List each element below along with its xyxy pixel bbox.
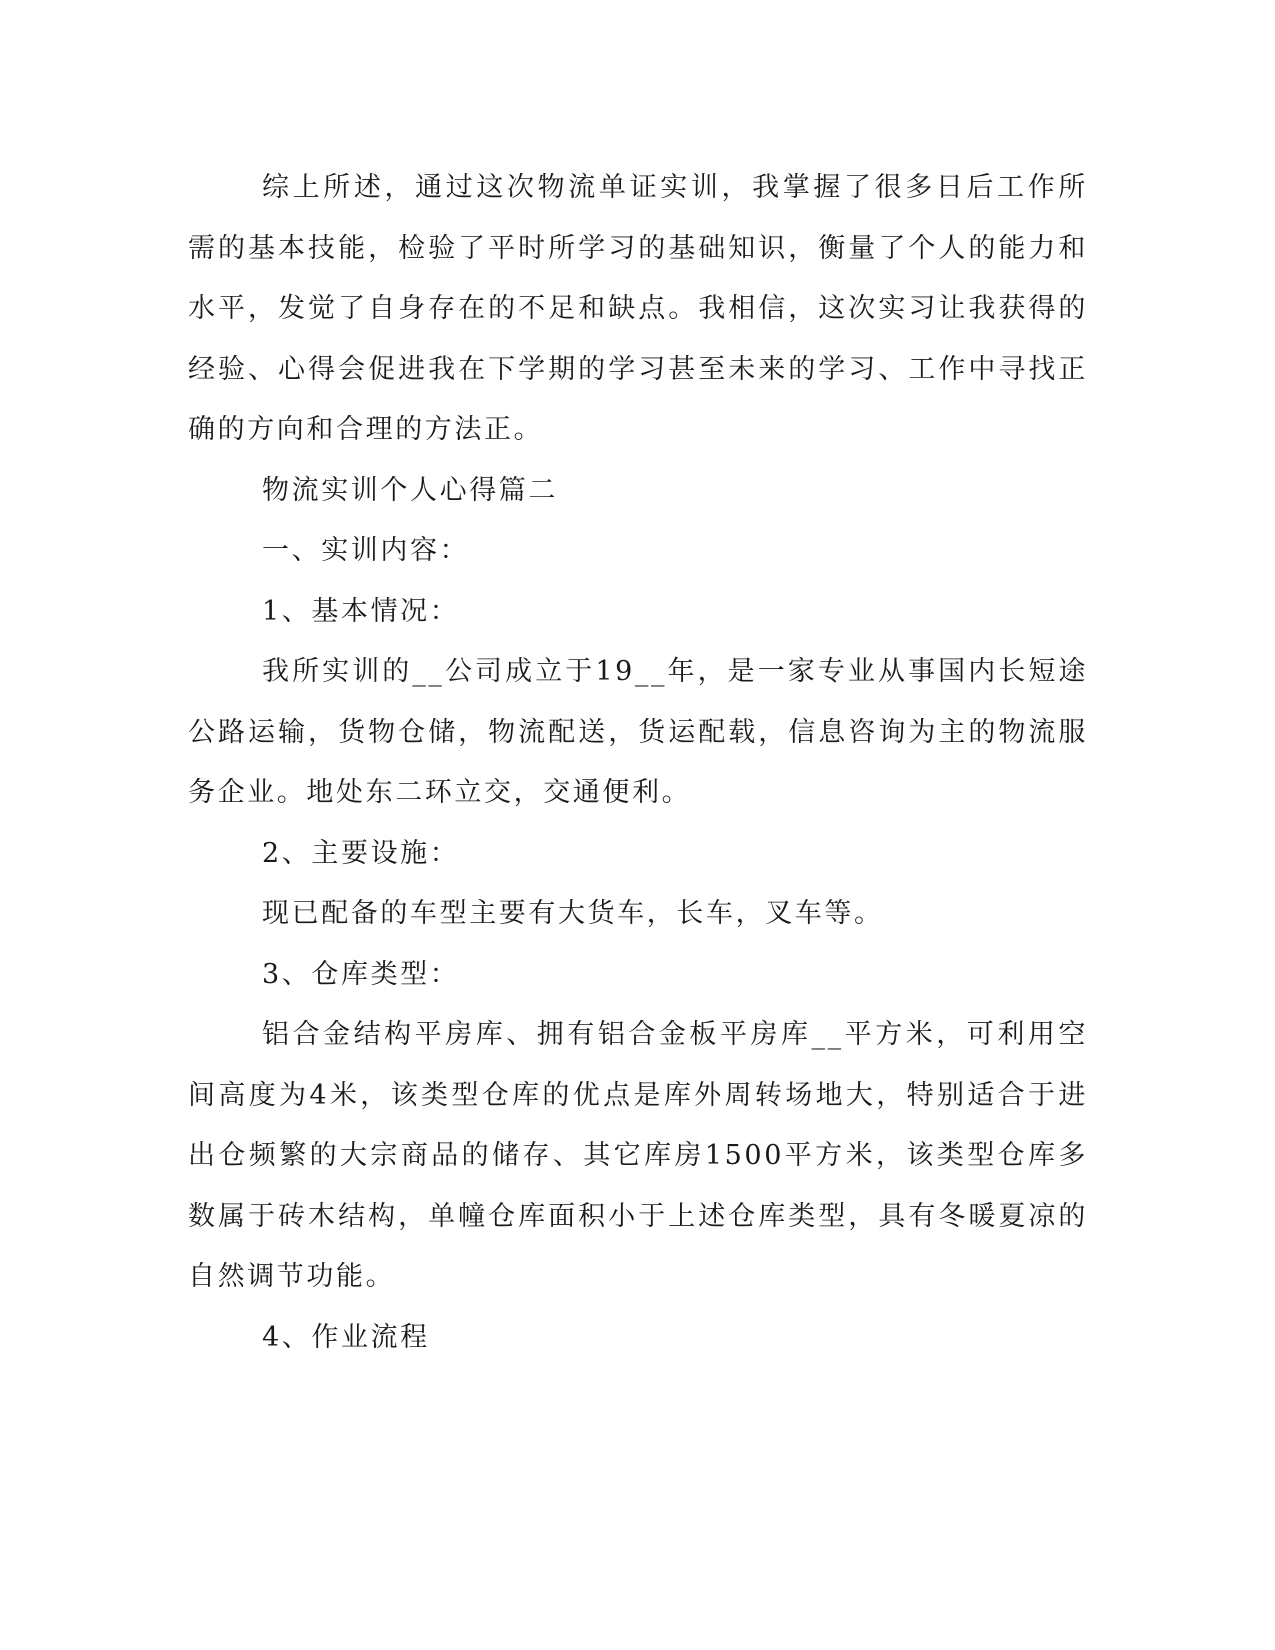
heading-training-content: 一、实训内容： bbox=[262, 535, 470, 566]
heading-warehouse-types: 3、仓库类型： bbox=[262, 958, 460, 990]
section-title: 物流实训个人心得篇二 bbox=[262, 474, 558, 506]
paragraph-summary: 综上所述，通过这次物流单证实训，我掌握了很多日后工作所需的基本技能，检验了平时所学习的基础知识，衡量了个人的能力和水平，发觉了自身存在的不足和缺点。我相信，这次实习让我获得的经验、心得会促进我在下学期的学习甚至未来的学习、工作中寻找正确的方向和合理的方法正。 bbox=[188, 172, 1088, 445]
heading-workflow: 4、作业流程 bbox=[262, 1321, 430, 1353]
document-body bbox=[188, 158, 1088, 1368]
heading-basic-info: 1、基本情况： bbox=[262, 595, 460, 627]
paragraph-warehouse-details: 铝合金结构平房库、拥有铝合金板平房库__平方米，可利用空间高度为4米，该类型仓库的优点是库外周转场地大，特别适合于进出仓频繁的大宗商品的储存、其它库房1500平方米，该类型仓库多数属于砖木结构，单幢仓库面积小于上述仓库类型，具有冬暖夏凉的自然调节功能。 bbox=[188, 1019, 1088, 1292]
heading-main-facilities: 2、主要设施： bbox=[262, 837, 460, 869]
paragraph-vehicles: 现已配备的车型主要有大货车，长车，叉车等。 bbox=[262, 898, 884, 929]
paragraph-company-info: 我所实训的__公司成立于19__年，是一家专业从事国内长短途公路运输，货物仓储，物流配送，货运配载，信息咨询为主的物流服务企业。地处东二环立交，交通便利。 bbox=[188, 656, 1088, 808]
